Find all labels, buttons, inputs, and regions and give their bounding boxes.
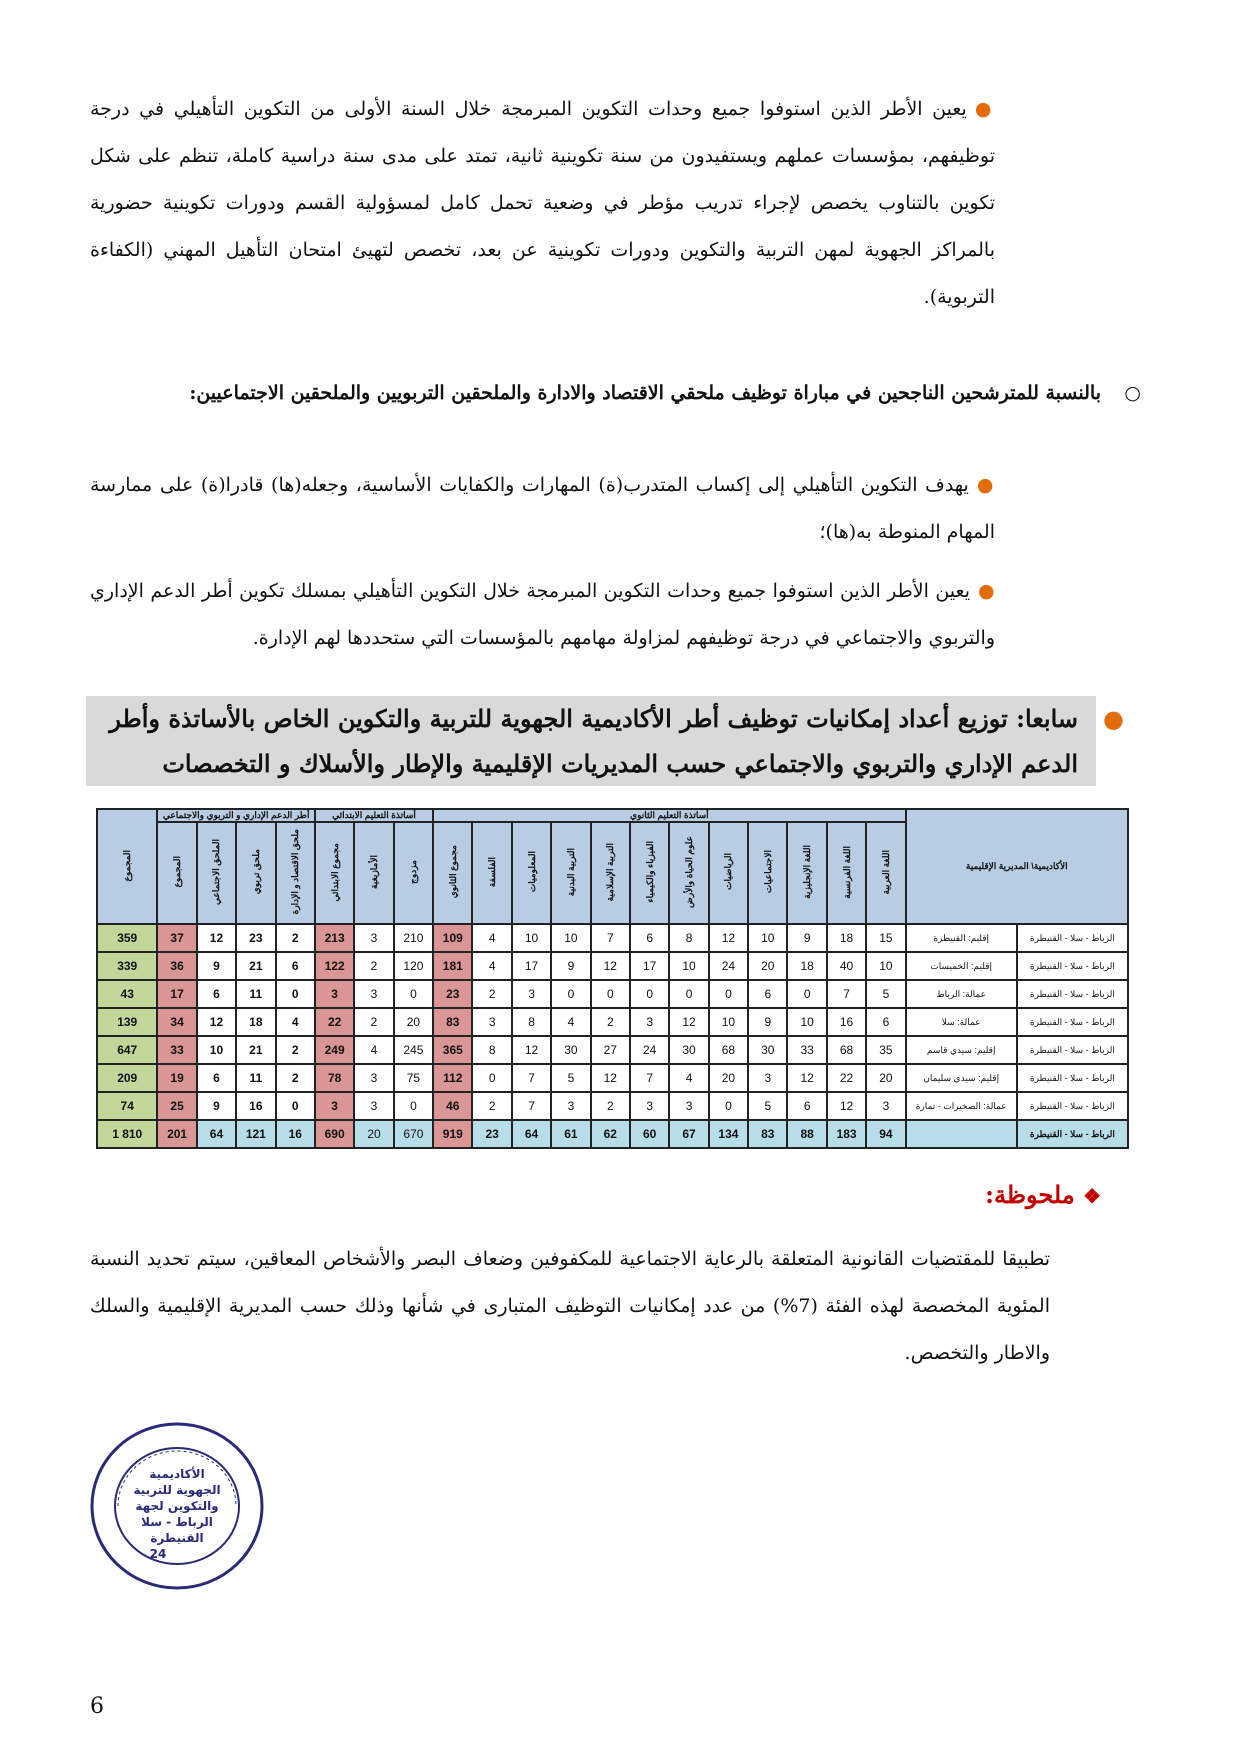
table-cell: 75 <box>394 1064 433 1092</box>
table-row <box>97 924 1128 952</box>
table-row <box>97 1008 1128 1036</box>
table-row <box>97 980 1128 1008</box>
table-cell: 10 <box>669 952 708 980</box>
column-header: الملحق الاجتماعي <box>197 822 236 924</box>
table-cell: 7 <box>512 1064 551 1092</box>
table-cell: 12 <box>787 1064 826 1092</box>
table-cell: 690 <box>315 1120 354 1148</box>
table-cell: 18 <box>236 1008 275 1036</box>
table-cell: 15 <box>866 924 905 952</box>
column-header: ملحق تربوي <box>236 822 275 924</box>
table-cell: 8 <box>472 1036 511 1064</box>
table-cell: 2 <box>276 1036 315 1064</box>
table-cell: 94 <box>866 1120 905 1148</box>
table-cell: 6 <box>787 1092 826 1120</box>
academy-cell: الرباط - سلا - القنيطرة <box>1017 1036 1128 1064</box>
table-cell: 0 <box>276 980 315 1008</box>
table-cell: 16 <box>276 1120 315 1148</box>
table-row <box>97 1036 1128 1064</box>
table-cell: 18 <box>827 924 866 952</box>
table-cell: 21 <box>236 1036 275 1064</box>
official-stamp <box>88 1420 266 1592</box>
paragraph-2-text: يهدف التكوين التأهيلي إلى إكساب المتدرب(ة) المهارات والكفايات الأساسية، وجعله(ها) قادرا(ة) على ممارسة المهام المنوطة به(ها)؛ <box>90 474 995 543</box>
table-cell: 10 <box>748 924 787 952</box>
table-cell: 4 <box>472 952 511 980</box>
table-cell: 11 <box>236 980 275 1008</box>
table-cell: 3 <box>472 1008 511 1036</box>
table-cell: 139 <box>97 1008 157 1036</box>
table-cell: 74 <box>97 1092 157 1120</box>
table-cell: 12 <box>669 1008 708 1036</box>
directorate-cell: إقليم: سيدي سليمان <box>906 1064 1017 1092</box>
table-cell: 25 <box>157 1092 196 1120</box>
table-cell: 0 <box>394 1092 433 1120</box>
academy-cell: الرباط - سلا - القنيطرة <box>1017 980 1128 1008</box>
directorate-cell: إقليم: القنيطرة <box>906 924 1017 952</box>
table-cell: 919 <box>433 1120 472 1148</box>
table-cell: 0 <box>630 980 669 1008</box>
table-cell: 11 <box>236 1064 275 1092</box>
table-cell: 6 <box>197 980 236 1008</box>
table-cell: 670 <box>394 1120 433 1148</box>
table-cell: 10 <box>197 1036 236 1064</box>
academy-cell: الرباط - سلا - القنيطرة <box>1017 1120 1128 1148</box>
table-cell: 62 <box>591 1120 630 1148</box>
table-cell: 12 <box>512 1036 551 1064</box>
table-cell: 3 <box>748 1064 787 1092</box>
table-cell: 60 <box>630 1120 669 1148</box>
table-cell: 12 <box>709 924 748 952</box>
table-cell: 3 <box>630 1092 669 1120</box>
table-cell: 4 <box>472 924 511 952</box>
table-cell: 3 <box>354 924 393 952</box>
table-row <box>97 1092 1128 1120</box>
table-cell: 8 <box>512 1008 551 1036</box>
table-cell: 12 <box>591 1064 630 1092</box>
column-header: مجموع الثانوي <box>433 822 472 924</box>
table-cell: 9 <box>197 1092 236 1120</box>
column-header: التربية الإسلامية <box>591 822 630 924</box>
table-cell: 3 <box>354 1092 393 1120</box>
table-cell: 33 <box>157 1036 196 1064</box>
table-cell: 19 <box>157 1064 196 1092</box>
column-header: الأمازيغية <box>354 822 393 924</box>
sub-heading-text: بالنسبة للمترشحين الناجحين في مباراة توظيف ملحقي الاقتصاد والادارة والملحقين التربويين والملحقين الاجتماعيين: <box>189 382 1101 404</box>
column-header: الرياضيات <box>709 822 748 924</box>
table-cell: 5 <box>551 1064 590 1092</box>
table-row <box>97 1064 1128 1092</box>
table-cell: 83 <box>433 1008 472 1036</box>
table-cell: 23 <box>236 924 275 952</box>
directorate-cell: عمالة: سلا <box>906 1008 1017 1036</box>
directorate-cell: عمالة: الصخيرات - تمارة <box>906 1092 1017 1120</box>
paragraph-2 <box>90 462 995 556</box>
column-header: مجموع الابتدائي <box>315 822 354 924</box>
table-cell: 2 <box>354 952 393 980</box>
table-cell: 64 <box>197 1120 236 1148</box>
table-cell: 3 <box>315 980 354 1008</box>
table-cell: 647 <box>97 1036 157 1064</box>
table-cell: 0 <box>472 1064 511 1092</box>
table-cell: 1 810 <box>97 1120 157 1148</box>
table-cell: 16 <box>236 1092 275 1120</box>
table-cell: 16 <box>827 1008 866 1036</box>
table-cell: 210 <box>394 924 433 952</box>
table-cell: 0 <box>276 1092 315 1120</box>
table-cell: 7 <box>512 1092 551 1120</box>
column-header: علوم الحياة والأرض <box>669 822 708 924</box>
table-cell: 2 <box>591 1008 630 1036</box>
table-cell: 4 <box>669 1064 708 1092</box>
table-cell: 7 <box>630 1064 669 1092</box>
table-cell: 5 <box>866 980 905 1008</box>
table-cell: 12 <box>197 1008 236 1036</box>
svg-text:الأكاديمية: الأكاديمية <box>149 1467 205 1481</box>
table-cell: 0 <box>551 980 590 1008</box>
table-cell: 365 <box>433 1036 472 1064</box>
table-cell: 2 <box>276 924 315 952</box>
table-cell: 201 <box>157 1120 196 1148</box>
table-cell: 10 <box>551 924 590 952</box>
header-primary-teachers: أساتذة التعليم الابتدائي <box>315 809 433 822</box>
table-cell: 6 <box>276 952 315 980</box>
table-cell: 2 <box>472 1092 511 1120</box>
column-header: التربية البدنية <box>551 822 590 924</box>
table-cell: 2 <box>591 1092 630 1120</box>
table-cell: 12 <box>591 952 630 980</box>
table-cell: 36 <box>157 952 196 980</box>
table-cell: 37 <box>157 924 196 952</box>
directorate-cell: إقليم: سيدي قاسم <box>906 1036 1017 1064</box>
table-cell: 7 <box>827 980 866 1008</box>
table-cell: 23 <box>472 1120 511 1148</box>
directorate-cell: عمالة: الرباط <box>906 980 1017 1008</box>
table-cell: 112 <box>433 1064 472 1092</box>
note-title <box>985 1180 1101 1209</box>
table-cell: 30 <box>551 1036 590 1064</box>
paragraph-3-text: يعين الأطر الذين استوفوا جميع وحدات التكوين المبرمجة خلال التكوين التأهيلي بمسلك تكوين أطر الدعم الإداري والتربوي والاجتماعي في درجة توظيفهم لمزاولة مهامهم بالمؤسسات التي ستحددها لهم الإدارة. <box>90 580 995 649</box>
table-cell: 339 <box>97 952 157 980</box>
svg-text:الجهوية للتربية: الجهوية للتربية <box>133 1483 221 1497</box>
table-cell: 0 <box>669 980 708 1008</box>
table-cell: 18 <box>787 952 826 980</box>
svg-text:القنيطرة: القنيطرة <box>150 1531 204 1545</box>
table-cell: 3 <box>669 1092 708 1120</box>
table-cell: 134 <box>709 1120 748 1148</box>
table-cell: 22 <box>827 1064 866 1092</box>
academy-cell: الرباط - سلا - القنيطرة <box>1017 1008 1128 1036</box>
table-cell: 30 <box>669 1036 708 1064</box>
column-header: ملحق الاقتصاد و الإدارة <box>276 822 315 924</box>
bullet-icon: ● <box>974 98 995 120</box>
academy-cell: الرباط - سلا - القنيطرة <box>1017 1092 1128 1120</box>
table-cell: 67 <box>669 1120 708 1148</box>
table-cell: 35 <box>866 1036 905 1064</box>
table-cell: 0 <box>709 980 748 1008</box>
table-cell: 2 <box>472 980 511 1008</box>
table-cell: 122 <box>315 952 354 980</box>
svg-text:24: 24 <box>149 1547 167 1561</box>
table-row <box>97 952 1128 980</box>
diamond-bullet-icon: ❖ <box>1083 1184 1101 1208</box>
table-cell: 20 <box>394 1008 433 1036</box>
table-cell: 0 <box>394 980 433 1008</box>
table-cell: 2 <box>276 1064 315 1092</box>
bullet-icon: ● <box>976 474 995 496</box>
section-title-text: سابعا: توزيع أعداد إمكانيات توظيف أطر الأكاديمية الجهوية للتربية والتكوين الخاص بالأساتذة وأطر الدعم الإداري والتربوي والاجتماعي حسب المديريات الإقليمية والإطار والأسلاك و التخصصات <box>109 704 1078 778</box>
table-cell: 10 <box>787 1008 826 1036</box>
table-cell: 61 <box>551 1120 590 1148</box>
table-cell: 9 <box>787 924 826 952</box>
table-cell: 10 <box>866 952 905 980</box>
table-cell: 183 <box>827 1120 866 1148</box>
table-cell: 0 <box>787 980 826 1008</box>
table-cell: 3 <box>512 980 551 1008</box>
table-cell: 3 <box>354 980 393 1008</box>
table-cell: 34 <box>157 1008 196 1036</box>
table-cell: 43 <box>97 980 157 1008</box>
header-secondary-teachers: أساتذة التعليم الثانوي <box>433 809 906 822</box>
table-cell: 20 <box>709 1064 748 1092</box>
table-cell: 209 <box>97 1064 157 1092</box>
table-cell: 21 <box>236 952 275 980</box>
table-cell: 17 <box>512 952 551 980</box>
table-cell: 46 <box>433 1092 472 1120</box>
table-cell: 8 <box>669 924 708 952</box>
table-cell: 40 <box>827 952 866 980</box>
svg-text:الرباط - سلا: الرباط - سلا <box>141 1515 213 1529</box>
table-cell: 83 <box>748 1120 787 1148</box>
table-cell: 245 <box>394 1036 433 1064</box>
table-cell: 109 <box>433 924 472 952</box>
table-cell: 20 <box>866 1064 905 1092</box>
table-cell: 3 <box>866 1092 905 1120</box>
paragraph-1 <box>90 86 995 321</box>
table-cell: 10 <box>709 1008 748 1036</box>
table-cell: 64 <box>512 1120 551 1148</box>
page-number: 6 <box>90 1694 104 1719</box>
table-cell: 9 <box>197 952 236 980</box>
table-cell: 0 <box>709 1092 748 1120</box>
directorate-cell <box>906 1120 1017 1148</box>
table-cell: 3 <box>354 1064 393 1092</box>
svg-text:والتكوين لجهة: والتكوين لجهة <box>135 1499 219 1513</box>
table-cell: 3 <box>315 1092 354 1120</box>
table-cell: 4 <box>551 1008 590 1036</box>
table-cell: 6 <box>197 1064 236 1092</box>
table-total-row <box>97 1120 1128 1148</box>
header-region: الأكاديمية\ المديرية الإقليمية <box>906 809 1128 924</box>
table-cell: 10 <box>512 924 551 952</box>
bullet-icon: ● <box>978 580 995 602</box>
section-title <box>86 696 1124 786</box>
table-cell: 213 <box>315 924 354 952</box>
column-header: اللغة الفرنسية <box>827 822 866 924</box>
column-header: الفلسفة <box>472 822 511 924</box>
positions-table <box>96 808 1129 1149</box>
table-cell: 68 <box>827 1036 866 1064</box>
table-cell: 9 <box>748 1008 787 1036</box>
table-cell: 3 <box>551 1092 590 1120</box>
table-cell: 68 <box>709 1036 748 1064</box>
academy-cell: الرباط - سلا - القنيطرة <box>1017 952 1128 980</box>
table-cell: 121 <box>236 1120 275 1148</box>
directorate-cell: إقليم: الخميسات <box>906 952 1017 980</box>
note-text: تطبيقا للمقتضيات القانونية المتعلقة بالرعاية الاجتماعية للمكفوفين وضعاف البصر والأشخاص المعاقين، سيتم تحديد النسبة المئوية المخصصة لهذه الفئة (7%) من عدد إمكانيات التوظيف المتبارى في شأنها وذلك حسب المديرية الإقليمية والسلك والاطار والتخصص. <box>90 1248 1050 1364</box>
table-cell: 24 <box>709 952 748 980</box>
table-cell: 12 <box>827 1092 866 1120</box>
paragraph-1-text: يعين الأطر الذين استوفوا جميع وحدات التكوين المبرمجة خلال السنة الأولى من التكوين التأهيلي في درجة توظيفهم، بمؤسسات عملهم ويستفيدون من سنة تكوينية ثانية، تمتد على مدى سنة دراسية كاملة، تنظم على شكل تكوين بالتناوب يخصص لإجراء تدريب مؤطر في وضعية تحمل كامل لمسؤولية القسم ودورات تكوينية حضورية بالمراكز الجهوية لمهن التربية والتكوين ودورات تكوينية عن بعد، تخصص لتهيئ امتحان التأهيل المهني (الكفاءة التربوية). <box>90 98 995 308</box>
table-cell: 78 <box>315 1064 354 1092</box>
header-support-staff: أطر الدعم الإداري و التربوي والاجتماعي <box>157 809 315 822</box>
table-cell: 0 <box>591 980 630 1008</box>
table-cell: 6 <box>748 980 787 1008</box>
table-cell: 20 <box>748 952 787 980</box>
academy-cell: الرباط - سلا - القنيطرة <box>1017 924 1128 952</box>
paragraph-3 <box>90 568 995 662</box>
header-grand-total: المجموع <box>97 809 157 924</box>
academy-cell: الرباط - سلا - القنيطرة <box>1017 1064 1128 1092</box>
sub-heading <box>189 382 1141 404</box>
table-cell: 9 <box>551 952 590 980</box>
column-header: مزدوج <box>394 822 433 924</box>
table-cell: 6 <box>866 1008 905 1036</box>
table-cell: 88 <box>787 1120 826 1148</box>
table-cell: 24 <box>630 1036 669 1064</box>
column-header: المعلوميات <box>512 822 551 924</box>
table-cell: 3 <box>630 1008 669 1036</box>
table-cell: 2 <box>354 1008 393 1036</box>
table-cell: 30 <box>748 1036 787 1064</box>
table-cell: 27 <box>591 1036 630 1064</box>
column-header: اللغة العربية <box>866 822 905 924</box>
table-cell: 359 <box>97 924 157 952</box>
table-cell: 249 <box>315 1036 354 1064</box>
table-cell: 6 <box>630 924 669 952</box>
column-header: الاجتماعيات <box>748 822 787 924</box>
table-cell: 17 <box>157 980 196 1008</box>
column-header: اللغة الإنجليزية <box>787 822 826 924</box>
table-cell: 20 <box>354 1120 393 1148</box>
table-cell: 5 <box>748 1092 787 1120</box>
table-cell: 4 <box>354 1036 393 1064</box>
table-cell: 4 <box>276 1008 315 1036</box>
table-cell: 12 <box>197 924 236 952</box>
table-cell: 181 <box>433 952 472 980</box>
circle-bullet-icon: ○ <box>1124 382 1141 404</box>
table-cell: 33 <box>787 1036 826 1064</box>
table-cell: 7 <box>591 924 630 952</box>
table-cell: 17 <box>630 952 669 980</box>
note-title-text: ملحوظة: <box>985 1180 1075 1209</box>
table-cell: 22 <box>315 1008 354 1036</box>
column-header: المجموع <box>157 822 196 924</box>
column-header: الفيزياء والكيمياء <box>630 822 669 924</box>
table-cell: 23 <box>433 980 472 1008</box>
bullet-icon: ● <box>1103 696 1124 741</box>
table-cell: 120 <box>394 952 433 980</box>
